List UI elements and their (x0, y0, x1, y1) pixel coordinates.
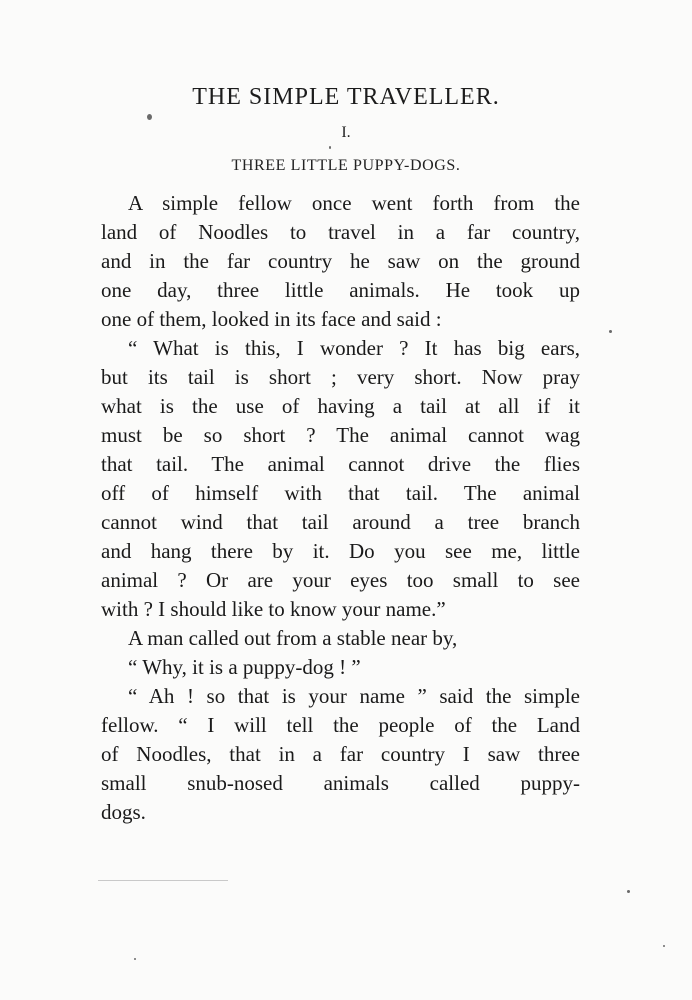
text-line: “ Why, it is a puppy-dog ! ” (128, 655, 361, 679)
text-line: A man called out from a stable near by, (128, 626, 458, 650)
text-line: land of Noodles to travel in a far country, (101, 220, 580, 244)
text-line: dogs. (101, 800, 146, 824)
text-line: one day, three little animals. He took up (101, 278, 580, 302)
text-line: A simple fellow once went forth from the (128, 191, 580, 215)
chapter-title: THREE LITTLE PUPPY-DOGS. (231, 157, 461, 174)
text-line: fellow. “ I will tell the people of the Land (101, 713, 580, 737)
text-line: that tail. The animal cannot drive the flies (101, 452, 580, 476)
text-line: must be so short ? The animal cannot wag (101, 423, 580, 447)
text-line: but its tail is short ; very short. Now pray (101, 365, 580, 389)
paper-speck (147, 114, 152, 120)
text-line: one of them, looked in its face and said : (101, 307, 442, 331)
text-line: small snub-nosed animals called puppy- (101, 771, 580, 795)
paper-speck (663, 945, 665, 947)
paper-speck (134, 958, 136, 960)
text-line: of Noodles, that in a far country I saw three (101, 742, 580, 766)
text-line: with ? I should like to know your name.” (101, 597, 446, 621)
text-line: animal ? Or are your eyes too small to see (101, 568, 580, 592)
text-line: cannot wind that tail around a tree branch (101, 510, 580, 534)
text-line: what is the use of having a tail at all if it (101, 394, 580, 418)
scan-streak (98, 880, 228, 881)
text-line: off of himself with that tail. The animal (101, 481, 580, 505)
paper-speck (627, 890, 630, 893)
chapter-number: I. (341, 124, 351, 141)
text-line: and in the far country he saw on the ground (101, 249, 580, 273)
text-line: and hang there by it. Do you see me, little (101, 539, 580, 563)
text-line: “ What is this, I wonder ? It has big ears, (128, 336, 580, 360)
paper-speck (329, 146, 331, 149)
text-line: “ Ah ! so that is your name ” said the simple (128, 684, 580, 708)
body-text (101, 189, 580, 827)
page-title: THE SIMPLE TRAVELLER. (192, 84, 500, 110)
paper-speck (609, 330, 612, 333)
